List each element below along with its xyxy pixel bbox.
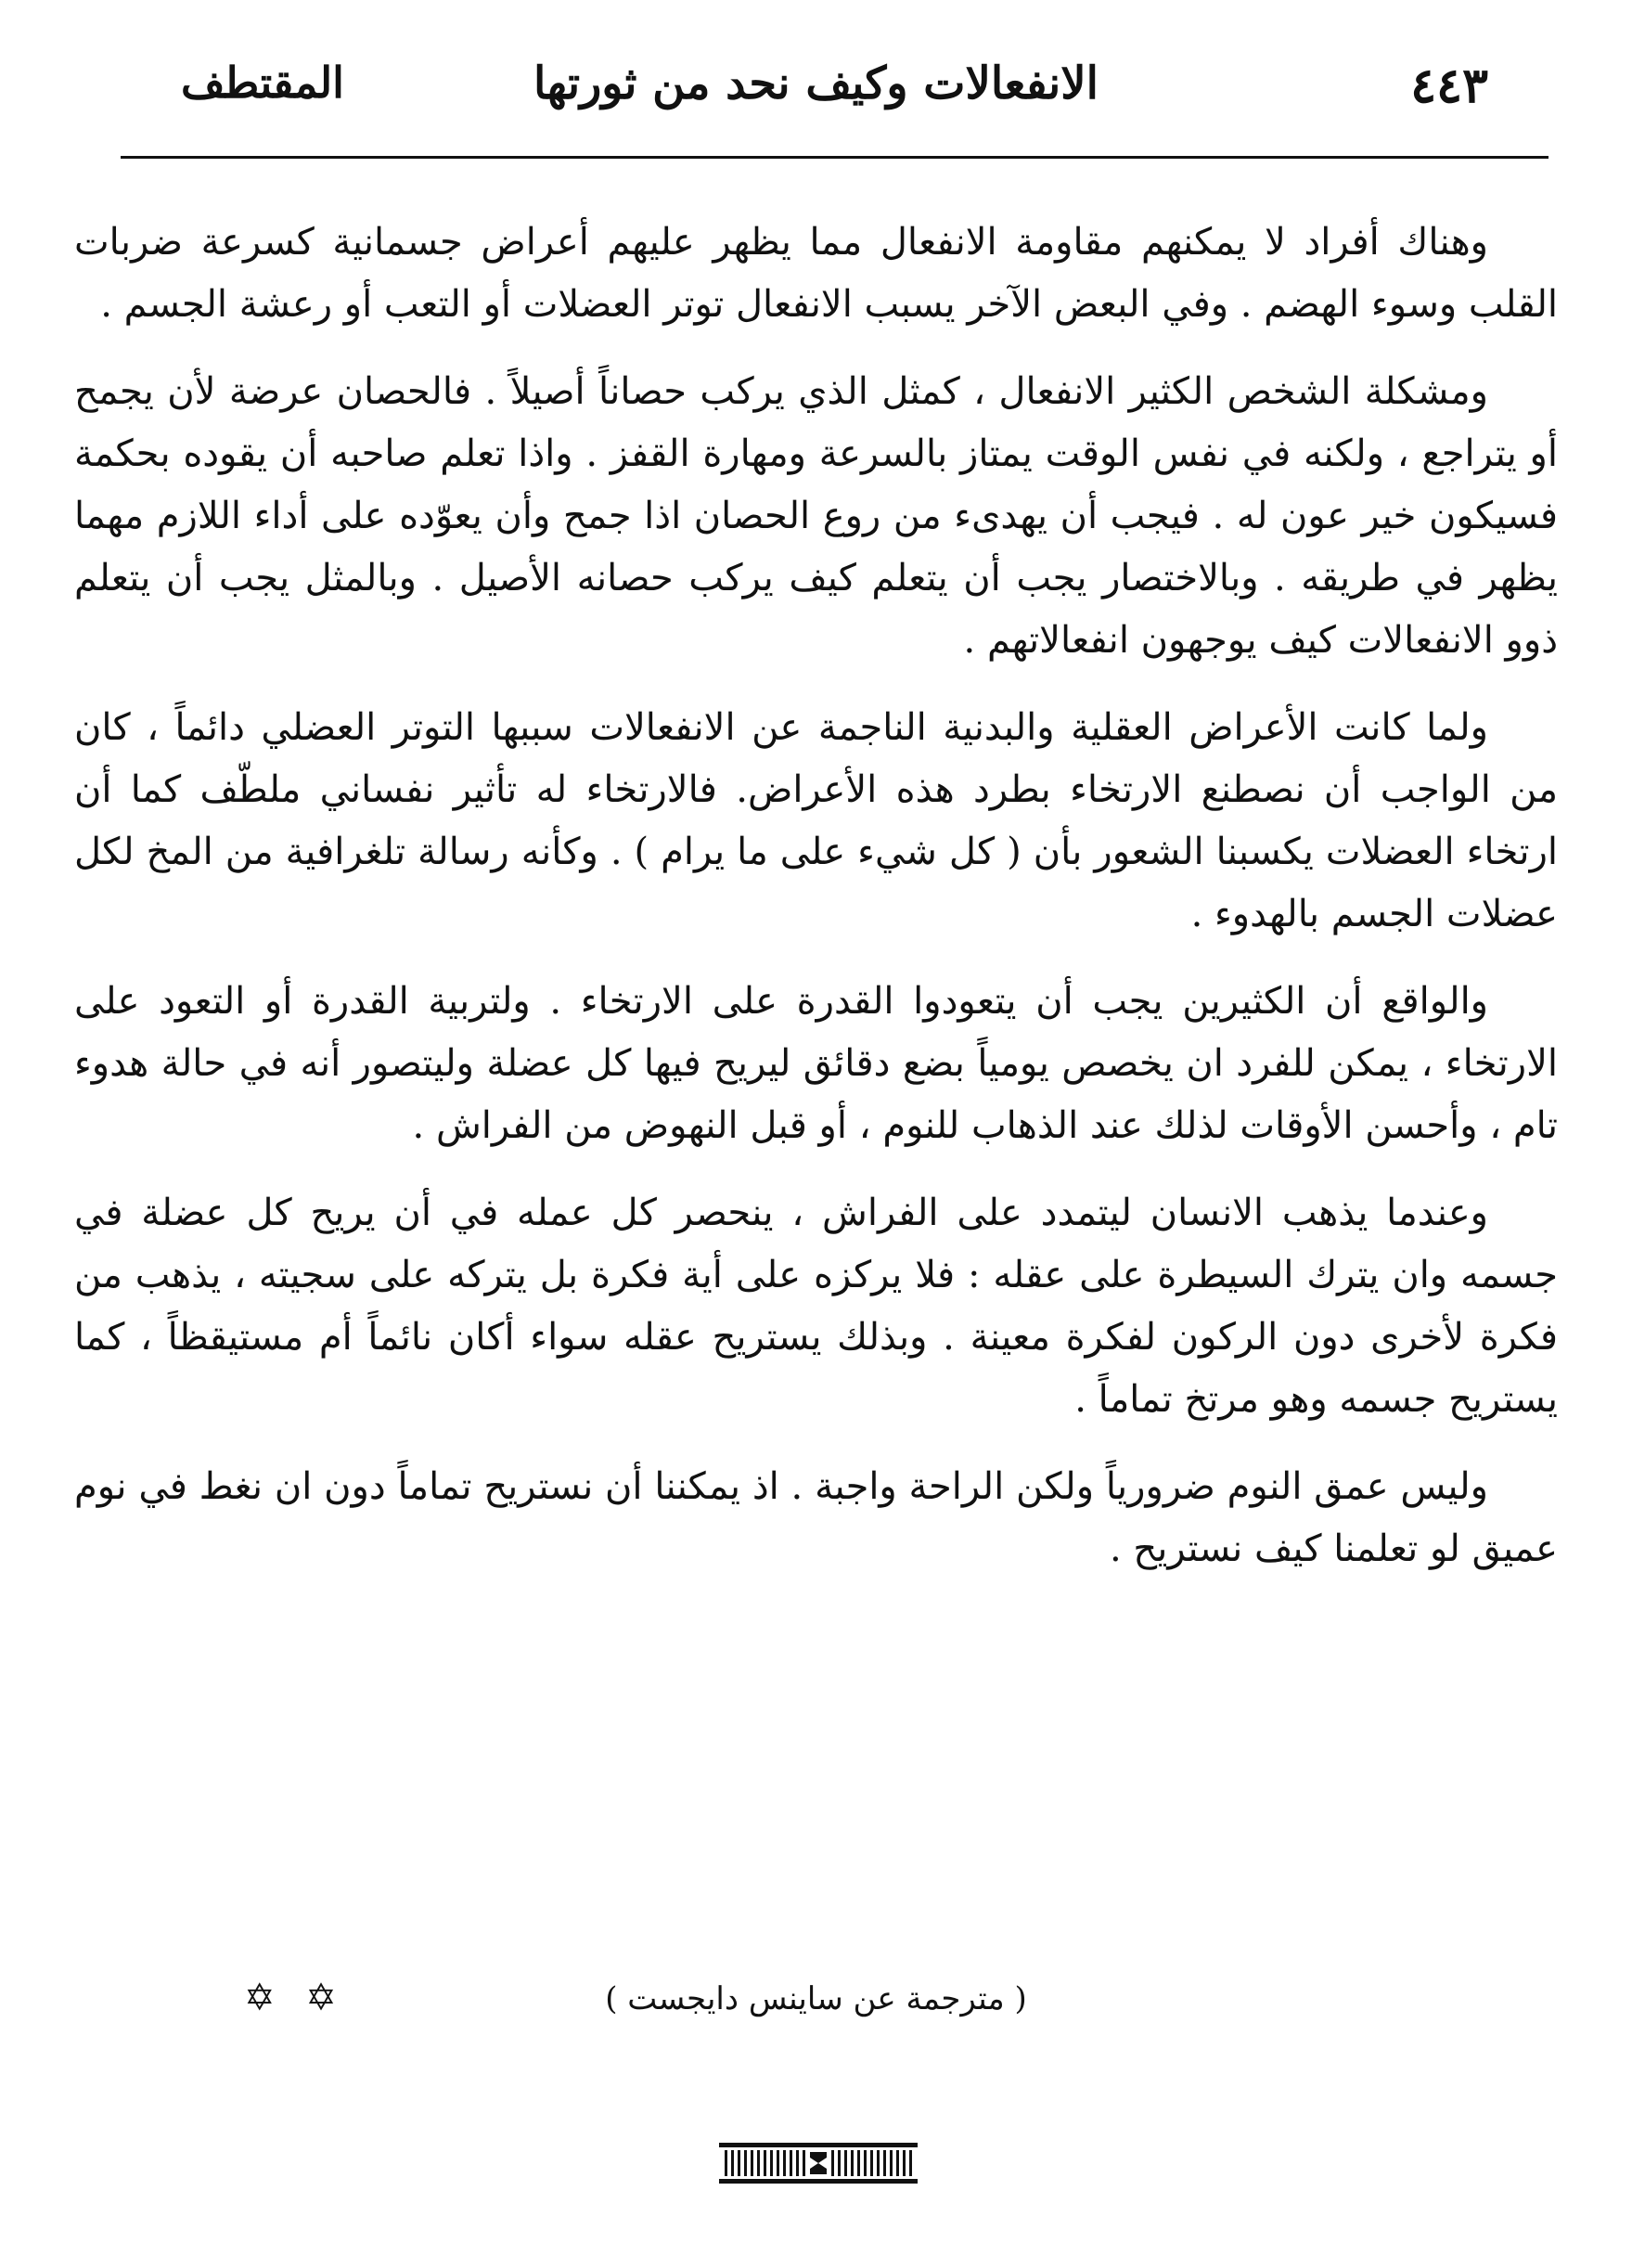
article-title: الانفعالات وكيف نحد من ثورتها <box>533 58 1099 110</box>
paragraph-5: وعندما يذهب الانسان ليتمدد على الفراش ، ينحصر كل عمله في أن يريح كل عضلة في جسمه وان يترك السيطرة على عقله : فلا يركزه على أية فكرة بل يتركه على سجيته ، يذهب من فكرة لأخرى دون الركون لفكرة معينة . وبذلك يستريح عقله سواء أكان نائماً أم مستيقظاً ، كما يستريح جسمه وهو مرتخ تماماً . <box>74 1192 1558 1421</box>
journal-name: المقتطف <box>181 58 344 108</box>
paragraph-4: والواقع أن الكثيرين يجب أن يتعودوا القدرة على الارتخاء . ولتربية القدرة أو التعود على الارتخاء ، يمكن للفرد ان يخصص يومياً بضع دقائق ليريح فيها كل عضلة وليتصور أنه في حالة هدوء تام ، وأحسن الأوقات لذلك عند الذهاب للنوم ، أو قبل النهوض من الفراش . <box>74 980 1558 1147</box>
printer-ornament-icon <box>719 2139 918 2187</box>
star-ornament-icon: ✡ ✡ <box>244 1977 346 2019</box>
paragraph-3: ولما كانت الأعراض العقلية والبدنية الناجمة عن الانفعالات سببها التوتر العضلي دائماً ، كان من الواجب أن نصطنع الارتخاء بطرد هذه الأعراض. فالارتخاء له تأثير نفساني ملطّف كما أن ارتخاء العضلات يكسبنا الشعور بأن ( كل شيء على ما يرام ) . وكأنه رسالة تلغرافية من المخ لكل عضلات الجسم بالهدوء . <box>74 706 1558 935</box>
paragraph-6: وليس عمق النوم ضرورياً ولكن الراحة واجبة . اذ يمكننا أن نستريح تماماً دون ان نغط في نوم عميق لو تعلمنا كيف نستريح . <box>74 1465 1558 1570</box>
page-number: ٤٤٣ <box>1410 58 1488 114</box>
page-header <box>121 58 1511 132</box>
source-note: ( مترجمة عن ساينس دايجست ) <box>605 1980 1027 2017</box>
article-body <box>74 212 1558 1605</box>
header-rule <box>121 156 1548 159</box>
paragraph-2: ومشكلة الشخص الكثير الانفعال ، كمثل الذي يركب حصاناً أصيلاً . فالحصان عرضة لأن يجمح أو يتراجع ، ولكنه في نفس الوقت يمتاز بالسرعة ومهارة القفز . واذا تعلم صاحبه أن يقوده بحكمة فسيكون خير عون له . فيجب أن يهدىء من روع الحصان اذا جمح وأن يعوّده على أداء اللازم مهما يظهر في طريقه . وبالاختصار يجب أن يتعلم كيف يركب حصانه الأصيل . وبالمثل يجب أن يتعلم ذوو الانفعالات كيف يوجهون انفعالاتهم . <box>74 370 1558 662</box>
source-line <box>74 1977 1558 2036</box>
paragraph-1: وهناك أفراد لا يمكنهم مقاومة الانفعال مما يظهر عليهم أعراض جسمانية كسرعة ضربات القلب وسوء الهضم . وفي البعض الآخر يسبب الانفعال توتر العضلات أو التعب أو رعشة الجسم . <box>74 221 1558 326</box>
